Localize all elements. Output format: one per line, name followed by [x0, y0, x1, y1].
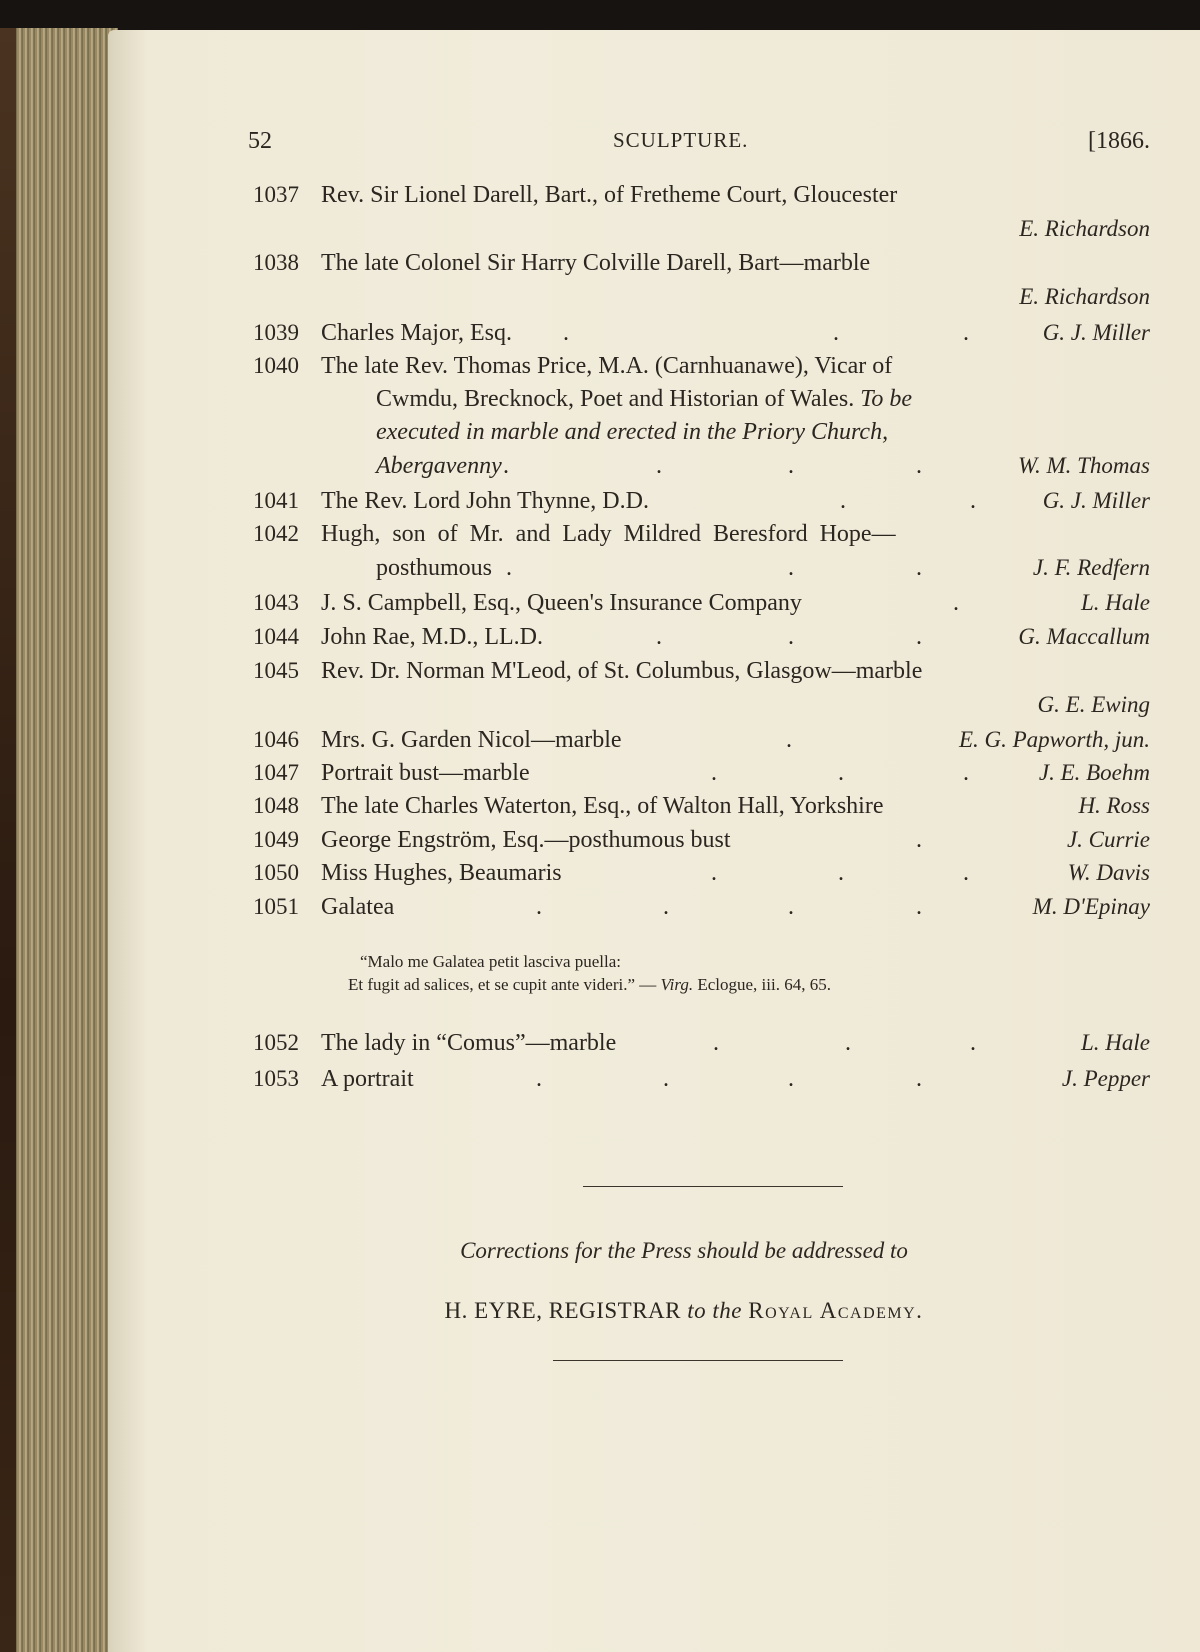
- leader-dots: .: [656, 624, 662, 650]
- epigraph-line: [348, 975, 831, 995]
- entry-number: 1042: [253, 521, 299, 546]
- entry-number: 1046: [253, 727, 299, 752]
- entry-number: 1048: [253, 793, 299, 818]
- entry-number: 1043: [253, 590, 299, 615]
- registrar-academy: Royal Academy.: [748, 1298, 924, 1323]
- leader-dots: .: [503, 453, 509, 479]
- leader-dots: .: [788, 624, 794, 650]
- corrections-note: Corrections for the Press should be addressed to: [460, 1238, 908, 1263]
- entry-title-continued: posthumous: [376, 555, 493, 581]
- book-page: [108, 30, 1200, 1652]
- leader-dots: .: [970, 488, 976, 514]
- entry-artist: G. J. Miller: [1042, 320, 1150, 345]
- divider-rule: [553, 1360, 843, 1361]
- entry-artist: M. D'Epinay: [1032, 894, 1150, 919]
- entry-artist: J. F. Redfern: [1032, 555, 1150, 580]
- running-header: [108, 128, 1200, 168]
- entry-title: The Rev. Lord John Thynne, D.D.: [321, 488, 649, 514]
- entry-artist: L. Hale: [1081, 1030, 1150, 1055]
- leader-dots: .: [663, 1066, 669, 1092]
- epigraph-text: Et fugit ad salices, et se cupit ante videri.” —: [348, 975, 657, 994]
- epigraph-source-author: Virg.: [660, 975, 694, 994]
- leader-dots: .: [506, 555, 512, 581]
- leader-dots: .: [663, 894, 669, 920]
- entry-title: Miss Hughes, Beaumaris: [321, 860, 562, 886]
- leader-dots: .: [788, 894, 794, 920]
- entry-title: Portrait bust—marble: [321, 760, 530, 786]
- entry-title: The late Charles Waterton, Esq., of Walton Hall, Yorkshire: [321, 793, 884, 819]
- leader-dots: .: [711, 760, 717, 786]
- leader-dots: .: [563, 320, 569, 346]
- leader-dots: .: [916, 624, 922, 650]
- leader-dots: .: [788, 1066, 794, 1092]
- entry-number: 1044: [253, 624, 299, 649]
- entry-artist: L. Hale: [1081, 590, 1150, 615]
- leader-dots: .: [916, 555, 922, 581]
- entry-title: J. S. Campbell, Esq., Queen's Insurance Company: [321, 590, 802, 616]
- entry-artist: G. J. Miller: [1042, 488, 1150, 513]
- leader-dots: .: [786, 727, 792, 753]
- entry-title: The late Rev. Thomas Price, M.A. (Carnhuanawe), Vicar of: [321, 353, 893, 379]
- leader-dots: .: [788, 453, 794, 479]
- entry-title-continued: [376, 386, 912, 413]
- entry-title: George Engström, Esq.—posthumous bust: [321, 827, 731, 853]
- leader-dots: .: [833, 320, 839, 346]
- leader-dots: .: [711, 860, 717, 886]
- entry-number: 1053: [253, 1066, 299, 1091]
- book-page-edges: [0, 28, 118, 1652]
- year-label: [1866.: [1088, 128, 1150, 154]
- entry-artist: H. Ross: [1078, 793, 1150, 818]
- leader-dots: .: [970, 1030, 976, 1056]
- entry-title: Charles Major, Esq.: [321, 320, 513, 346]
- entry-artist: G. Maccallum: [1018, 624, 1150, 649]
- leader-dots: .: [838, 860, 844, 886]
- entry-artist: E. Richardson: [1019, 284, 1150, 309]
- leader-dots: .: [916, 1066, 922, 1092]
- entry-title: A portrait: [321, 1066, 414, 1092]
- entry-artist: J. E. Boehm: [1038, 760, 1150, 785]
- entry-line-italic: To be: [860, 386, 913, 412]
- entry-number: 1041: [253, 488, 299, 513]
- leader-dots: .: [916, 894, 922, 920]
- entry-title: The late Colonel Sir Harry Colville Darell, Bart—marble: [321, 250, 871, 276]
- entry-artist: J. Pepper: [1061, 1066, 1150, 1091]
- leader-dots: .: [788, 555, 794, 581]
- entry-number: 1049: [253, 827, 299, 852]
- leader-dots: .: [840, 488, 846, 514]
- leader-dots: .: [536, 894, 542, 920]
- book-cover: [0, 28, 16, 1652]
- leader-dots: .: [845, 1030, 851, 1056]
- section-title: SCULPTURE.: [613, 128, 749, 152]
- entry-title: The lady in “Comus”—marble: [321, 1030, 617, 1056]
- page-number: 52: [248, 128, 272, 154]
- leader-dots: .: [916, 827, 922, 853]
- epigraph-line: “Malo me Galatea petit lasciva puella:: [360, 952, 622, 971]
- entry-artist: G. E. Ewing: [1037, 692, 1150, 717]
- entry-title: Rev. Dr. Norman M'Leod, of St. Columbus, Glasgow—marble: [321, 658, 923, 684]
- leader-dots: .: [953, 590, 959, 616]
- leader-dots: .: [713, 1030, 719, 1056]
- entry-number: 1045: [253, 658, 299, 683]
- entry-number: 1051: [253, 894, 299, 919]
- leader-dots: .: [963, 760, 969, 786]
- entry-artist: W. M. Thomas: [1017, 453, 1150, 478]
- entry-artist: W. Davis: [1067, 860, 1150, 885]
- entry-title: Mrs. G. Garden Nicol—marble: [321, 727, 622, 753]
- entry-number: 1039: [253, 320, 299, 345]
- entry-number: 1052: [253, 1030, 299, 1055]
- leader-dots: .: [536, 1066, 542, 1092]
- entry-title: Rev. Sir Lionel Darell, Bart., of Fretheme Court, Gloucester: [321, 182, 898, 208]
- entry-number: 1040: [253, 353, 299, 378]
- entry-number: 1050: [253, 860, 299, 885]
- entry-number: 1037: [253, 182, 299, 207]
- leader-dots: .: [963, 860, 969, 886]
- divider-rule: [583, 1186, 843, 1187]
- entry-title: Galatea: [321, 894, 395, 920]
- leader-dots: .: [656, 453, 662, 479]
- entry-title-continued: Abergavenny: [376, 453, 502, 479]
- leader-dots: .: [916, 453, 922, 479]
- leader-dots: .: [838, 760, 844, 786]
- entry-number: 1038: [253, 250, 299, 275]
- entry-line: Cwmdu, Brecknock, Poet and Historian of Wales.: [376, 386, 855, 412]
- entry-artist: J. Currie: [1066, 827, 1150, 852]
- registrar-name: H. EYRE, REGISTRAR: [444, 1298, 681, 1323]
- entry-artist: E. G. Papworth, jun.: [958, 727, 1150, 752]
- entry-title-continued: executed in marble and erected in the Priory Church,: [376, 419, 889, 445]
- entry-number: 1047: [253, 760, 299, 785]
- registrar-to: to the: [687, 1298, 742, 1323]
- registrar-address: [108, 1298, 1200, 1324]
- entry-artist: E. Richardson: [1019, 216, 1150, 241]
- epigraph-source: Eclogue, iii. 64, 65.: [697, 975, 831, 994]
- entry-title: Hugh, son of Mr. and Lady Mildred Beresford Hope—: [321, 521, 896, 547]
- leader-dots: .: [963, 320, 969, 346]
- entry-title: John Rae, M.D., LL.D.: [321, 624, 543, 650]
